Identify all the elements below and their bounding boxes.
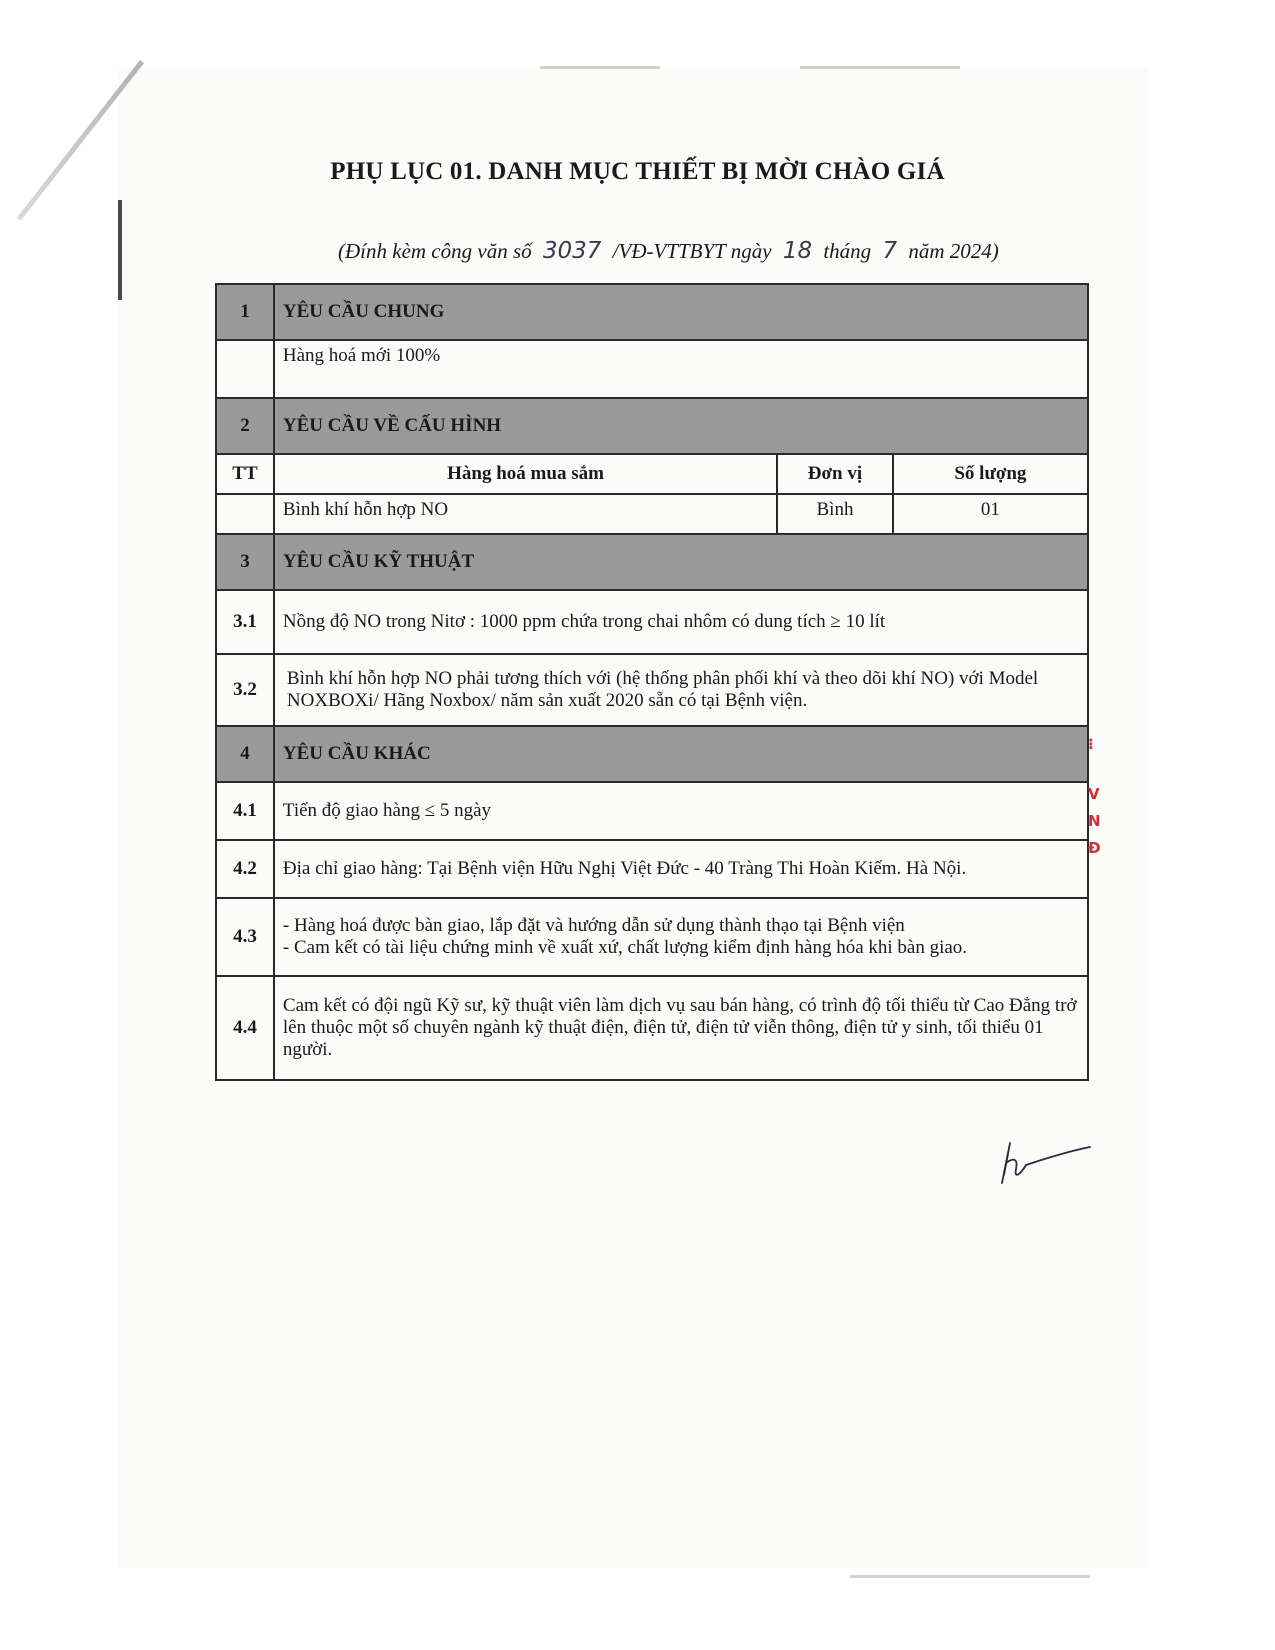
header-qty: Số lượng <box>893 454 1088 494</box>
top-edge-mark <box>540 66 660 69</box>
table-row <box>216 590 1088 654</box>
section-title: YÊU CẦU KHÁC <box>274 726 1088 782</box>
month-handwritten: 7 <box>882 238 898 264</box>
stamp-fragment: N <box>1088 812 1101 830</box>
section-header-2 <box>216 398 1088 454</box>
stamp-fragment: Đ <box>1088 839 1101 857</box>
header-item: Hàng hoá mua sắm <box>274 454 777 494</box>
table-row <box>216 840 1088 898</box>
table-row <box>216 898 1088 976</box>
table-header-row <box>216 454 1088 494</box>
row-text: Bình khí hỗn hợp NO phải tương thích với (hệ thống phân phối khí và theo dõi khí NO) với Model NOXBOXi/ Hãng Noxbox/ năm sản xuất 2020 sẵn có tại Bệnh viện. <box>274 654 1088 726</box>
signature-mark <box>990 1135 1110 1195</box>
row-number: 3.1 <box>216 590 274 654</box>
stamp-fragment: ⁝ <box>1088 735 1094 753</box>
table-row <box>216 494 1088 534</box>
row-number: 4.1 <box>216 782 274 840</box>
row-line: - Cam kết có tài liệu chứng minh về xuất xứ, chất lượng kiểm định hàng hóa khi bàn giao. <box>282 937 968 958</box>
subtitle-prefix: (Đính kèm công văn số <box>338 239 532 263</box>
row-number: 3.2 <box>216 654 274 726</box>
row-text: Hàng hoá mới 100% <box>274 340 1088 398</box>
subtitle-mid1: /VĐ-VTTBYT ngày <box>612 239 772 263</box>
subtitle-suffix: năm 2024) <box>908 239 999 263</box>
table-row <box>216 340 1088 398</box>
section-header-3 <box>216 534 1088 590</box>
row-text: Cam kết có đội ngũ Kỹ sư, kỹ thuật viên làm dịch vụ sau bán hàng, có trình độ tối thiểu từ Cao Đẳng trở lên thuộc một số chuyên ngành kỹ thuật điện, điện tử, điện tử viễn thông, điện tử y sinh, tối thiểu 01 người. <box>274 976 1088 1080</box>
row-number <box>216 494 274 534</box>
stamp-fragment: V <box>1088 785 1100 803</box>
section-header-4 <box>216 726 1088 782</box>
header-unit: Đơn vị <box>777 454 893 494</box>
row-line: - Hàng hoá được bàn giao, lắp đặt và hướng dẫn sử dụng thành thạo tại Bệnh viện <box>282 915 905 936</box>
item-name: Bình khí hỗn hợp NO <box>274 494 777 534</box>
table-row <box>216 976 1088 1080</box>
row-number: 4.3 <box>216 898 274 976</box>
day-handwritten: 18 <box>782 238 813 264</box>
spec-table <box>215 283 1089 1081</box>
dispatch-number-handwritten: 3037 <box>542 238 602 264</box>
bottom-edge-mark <box>850 1575 1090 1578</box>
section-title: YÊU CẦU VỀ CẤU HÌNH <box>274 398 1088 454</box>
scan-edge <box>118 200 122 300</box>
subtitle-mid2: tháng <box>823 239 872 263</box>
section-number: 2 <box>216 398 274 454</box>
section-number: 3 <box>216 534 274 590</box>
document-subtitle <box>338 238 999 264</box>
row-text: Nồng độ NO trong Nitơ : 1000 ppm chứa trong chai nhôm có dung tích ≥ 10 lít <box>274 590 1088 654</box>
section-title: YÊU CẦU CHUNG <box>274 284 1088 340</box>
table-row <box>216 654 1088 726</box>
row-number: 4.2 <box>216 840 274 898</box>
row-text: Tiến độ giao hàng ≤ 5 ngày <box>274 782 1088 840</box>
row-number <box>216 340 274 398</box>
section-number: 4 <box>216 726 274 782</box>
table-row <box>216 782 1088 840</box>
item-qty: 01 <box>893 494 1088 534</box>
document-title: PHỤ LỤC 01. DANH MỤC THIẾT BỊ MỜI CHÀO GIÁ <box>330 158 945 185</box>
row-text <box>274 898 1088 976</box>
section-title: YÊU CẦU KỸ THUẬT <box>274 534 1088 590</box>
row-number: 4.4 <box>216 976 274 1080</box>
section-number: 1 <box>216 284 274 340</box>
top-edge-mark <box>800 66 960 69</box>
row-text: Địa chỉ giao hàng: Tại Bệnh viện Hữu Nghị Việt Đức - 40 Tràng Thi Hoàn Kiếm. Hà Nội. <box>274 840 1088 898</box>
item-unit: Bình <box>777 494 893 534</box>
section-header-1 <box>216 284 1088 340</box>
header-tt: TT <box>216 454 274 494</box>
